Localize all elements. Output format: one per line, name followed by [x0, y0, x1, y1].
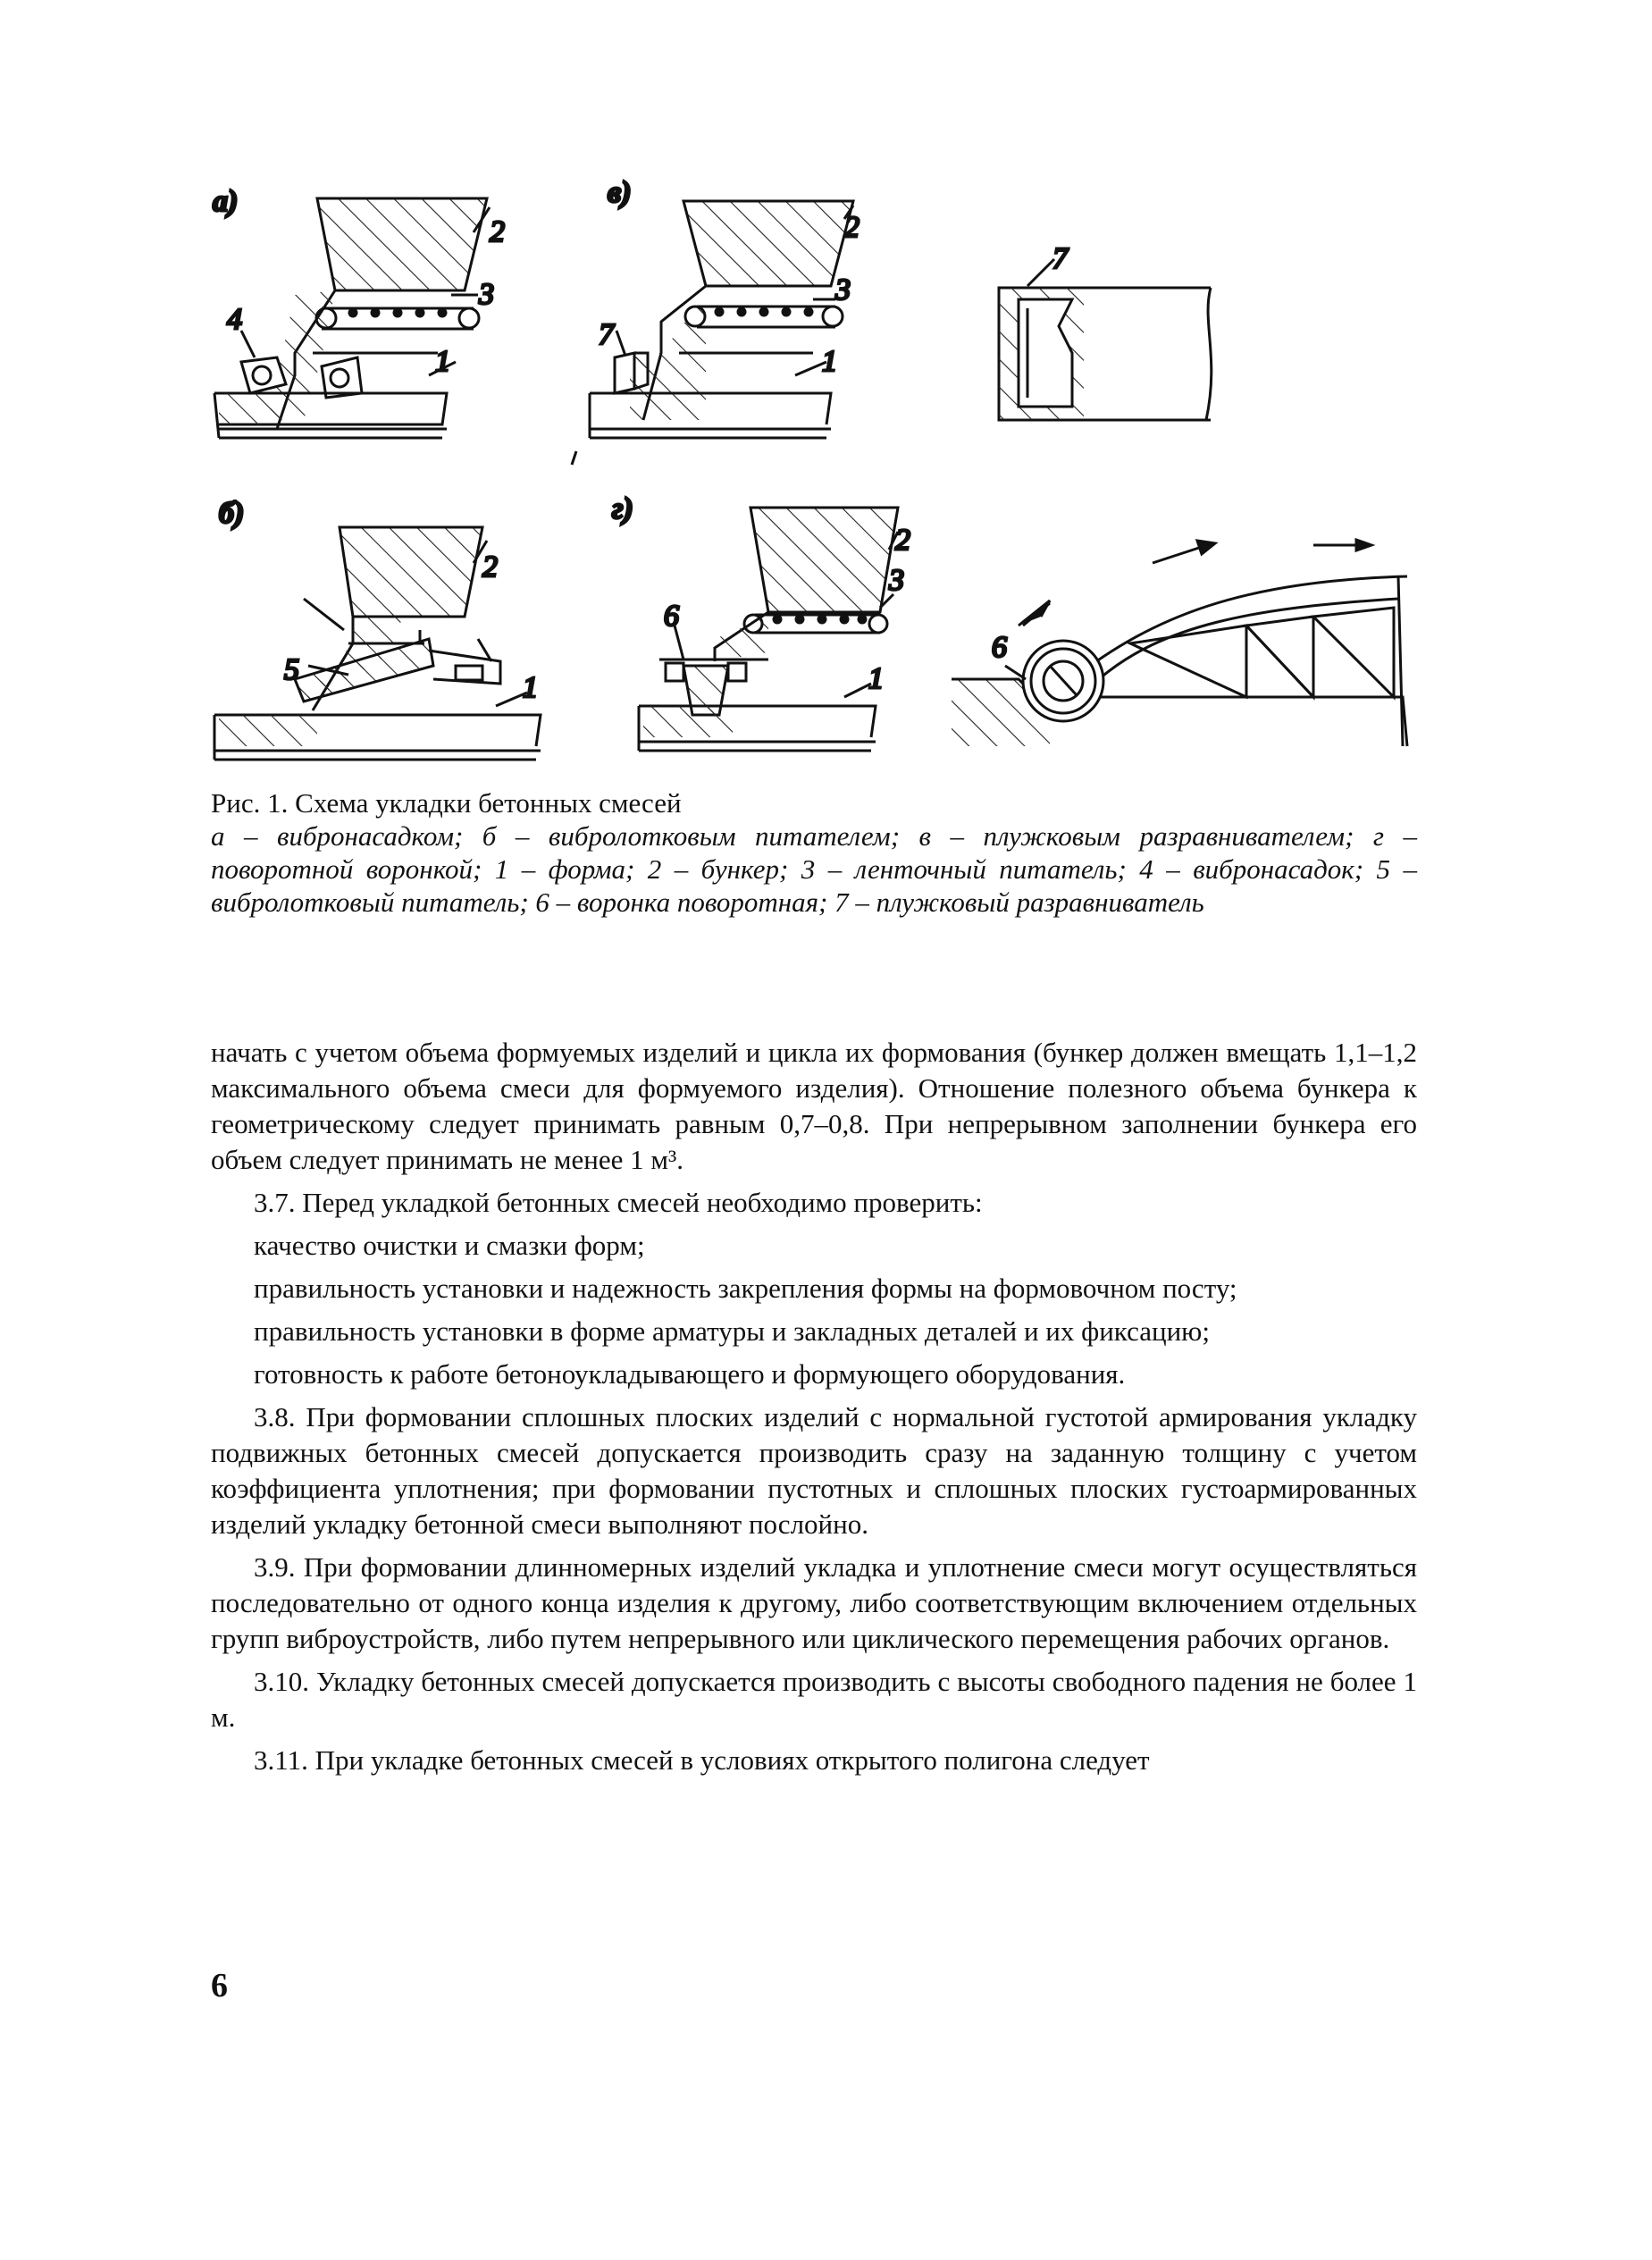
panel-label-g: г) [612, 492, 633, 525]
panel-label-a: а) [213, 185, 239, 218]
part-number-3: 3 [479, 278, 494, 311]
paragraph: 3.11. При укладке бетонных смесей в условиях открытого полигона следует [254, 1744, 1150, 1776]
part-number-2: 2 [482, 550, 498, 584]
part-number-3: 3 [835, 273, 851, 307]
part-number-2: 2 [490, 215, 505, 248]
page-number: 6 [211, 1967, 228, 2004]
part-number-3: 3 [889, 564, 904, 597]
part-number-2: 2 [895, 524, 910, 557]
caption-legend: а – вибронасадком; б – вибролотковым питателем; в – плужковым разравнивателем; г – поворотной воронкой; 1 – форма; 2 – бункер; 3 – ленточный питатель; 4 – вибронасадок; 5 – вибролотковый питатель; 6 – воронка поворотная; 7 – плужковый разравниватель [211, 820, 1417, 918]
part-number-1: 1 [435, 345, 450, 378]
paragraph: правильность установки и надежность закрепления формы на формовочном посту; [254, 1273, 1237, 1304]
panel-label-v: в) [608, 176, 632, 209]
caption-title: Рис. 1. Схема укладки бетонных смесей [211, 787, 682, 819]
paragraph: 3.8. При формовании сплошных плоских изделий с нормальной густотой армирования укладку подвижных бетонных смесей допускается производить сразу на заданную толщину с учетом коэффициента уплотнения; при формовании пустотных и сплошных плоских густоармированных изделий укладку бетонной смеси выполняют послойно. [211, 1401, 1417, 1540]
paragraph: качество очистки и смазки форм; [254, 1230, 645, 1261]
panel-label-b: б) [219, 497, 245, 530]
panel-v-plan-drawing [999, 259, 1212, 420]
part-number-1: 1 [523, 671, 538, 704]
panel-a-drawing [214, 198, 490, 438]
panel-g-funnel-drawing [952, 540, 1407, 746]
part-number-7: 7 [1052, 242, 1068, 275]
part-number-1: 1 [868, 662, 884, 695]
part-number-7: 7 [599, 318, 614, 351]
part-number-4: 4 [227, 303, 242, 336]
paragraph: готовность к работе бетоноукладывающего и формующего оборудования. [254, 1358, 1126, 1390]
part-number-1: 1 [822, 345, 837, 378]
part-number-5: 5 [284, 653, 299, 686]
part-number-2: 2 [844, 211, 860, 244]
figure-caption [211, 786, 1417, 919]
paragraph: 3.9. При формовании длинномерных изделий укладка и уплотнение смеси могут осуществляться последовательно от одного конца изделия к другому, либо соответствующим включением отдельных групп виброустройств, либо путем непрерывного или циклического перемещения рабочих органов. [211, 1551, 1417, 1654]
paragraph: начать с учетом объема формуемых изделий и цикла их формования (бункер должен вмещать 1,1–1,2 максимального объема смеси для формуемого изделия). Отношение полезного объема бункера к геометрическому следует принимать равным 0,7–0,8. При непрерывном заполнении бункера его объем следует принимать не менее 1 м³. [211, 1037, 1417, 1175]
body-text [211, 1035, 1417, 1785]
part-number-6: 6 [992, 631, 1007, 664]
paragraph: 3.7. Перед укладкой бетонных смесей необходимо проверить: [254, 1187, 983, 1218]
part-number-6: 6 [664, 600, 679, 633]
paragraph: правильность установки в форме арматуры и закладных деталей и их фиксацию; [254, 1315, 1210, 1347]
paragraph: 3.10. Укладку бетонных смесей допускается производить с высоты свободного падения не более 1 м. [211, 1666, 1417, 1733]
panel-v-drawing [572, 201, 853, 465]
